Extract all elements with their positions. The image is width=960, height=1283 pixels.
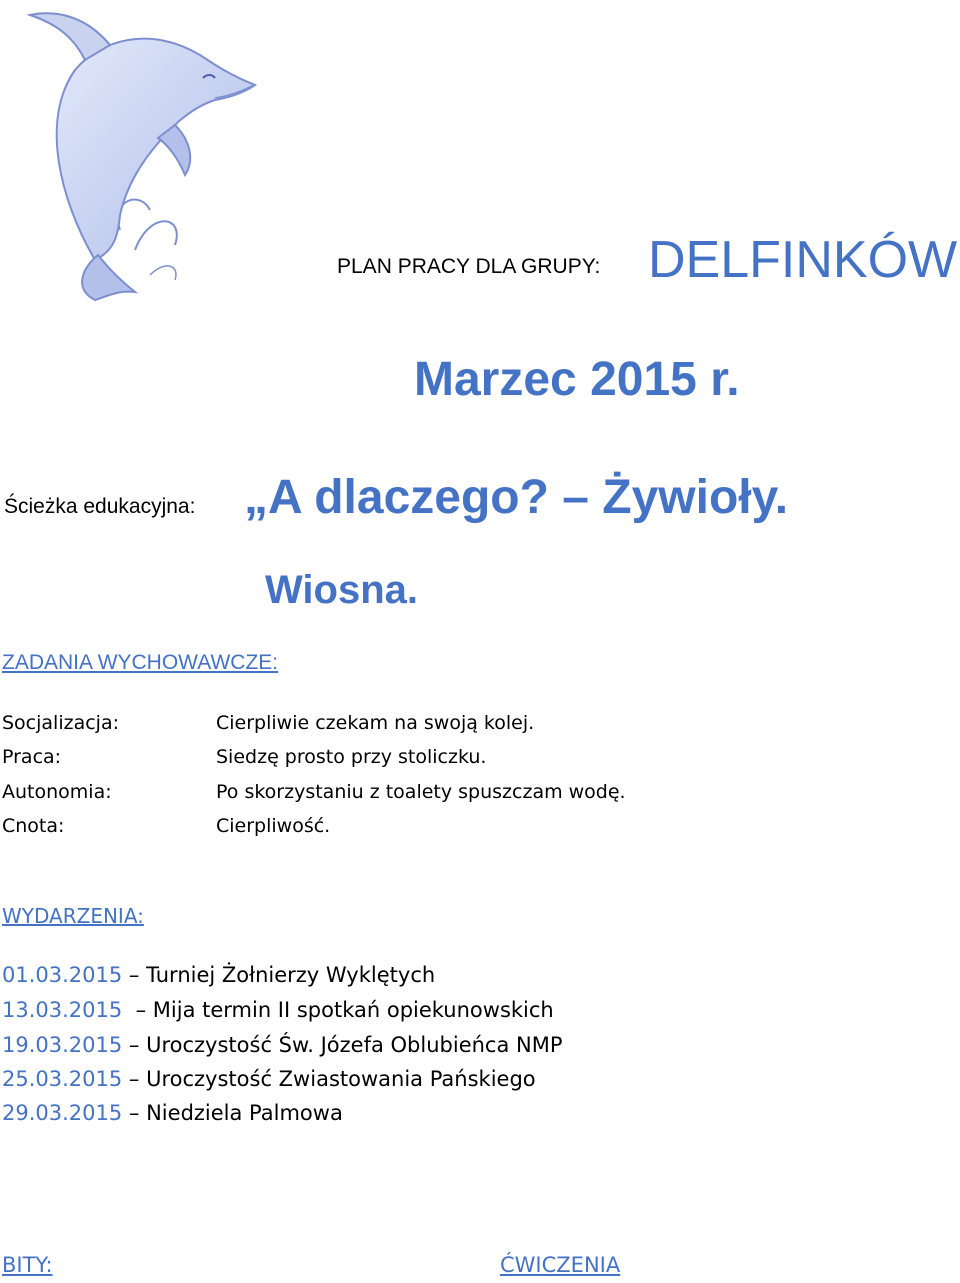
bity-heading: BITY: <box>2 1253 53 1277</box>
cwiczenia-heading: ĆWICZENIA <box>500 1253 621 1277</box>
education-path-title: „A dlaczego? – Żywioły. <box>244 471 789 524</box>
event-text: – Turniej Żołnierzy Wyklętych <box>122 963 436 987</box>
education-path-subtitle: Wiosna. <box>265 568 418 612</box>
task-label-autonomia: Autonomia: <box>2 781 112 803</box>
task-label-praca: Praca: <box>2 746 62 768</box>
task-value-autonomia: Po skorzystaniu z toalety spuszczam wodę. <box>216 781 626 803</box>
task-label-cnota: Cnota: <box>2 815 65 837</box>
events-heading: WYDARZENIA: <box>2 904 144 928</box>
month-title: Marzec 2015 r. <box>414 353 740 406</box>
event-text: – Uroczystość Zwiastowania Pańskiego <box>122 1067 536 1091</box>
event-item <box>2 1101 343 1125</box>
event-item <box>2 963 435 987</box>
event-date: 29.03.2015 <box>2 1101 123 1125</box>
event-item <box>2 1033 563 1057</box>
task-label-socjalizacja: Socjalizacja: <box>2 712 119 734</box>
task-value-cnota: Cierpliwość. <box>216 815 331 837</box>
group-name: DELFINKÓW <box>648 231 958 289</box>
event-date: 01.03.2015 <box>2 963 123 987</box>
event-text: – Mija termin II spotkań opiekunowskich <box>122 998 554 1022</box>
tasks-heading: ZADANIA WYCHOWAWCZE: <box>2 651 279 674</box>
plan-label: PLAN PRACY DLA GRUPY: <box>337 255 601 278</box>
event-date: 25.03.2015 <box>2 1067 123 1091</box>
event-text: – Niedziela Palmowa <box>122 1101 343 1125</box>
task-value-socjalizacja: Cierpliwie czekam na swoją kolej. <box>216 712 535 734</box>
dolphin-logo <box>0 0 270 330</box>
event-text: – Uroczystość Św. Józefa Oblubieńca NMP <box>122 1033 563 1057</box>
event-item <box>2 998 554 1022</box>
event-date: 13.03.2015 <box>2 998 123 1022</box>
task-value-praca: Siedzę prosto przy stoliczku. <box>216 746 487 768</box>
education-path-label: Ścieżka edukacyjna: <box>4 495 196 518</box>
event-date: 19.03.2015 <box>2 1033 123 1057</box>
event-item <box>2 1067 536 1091</box>
